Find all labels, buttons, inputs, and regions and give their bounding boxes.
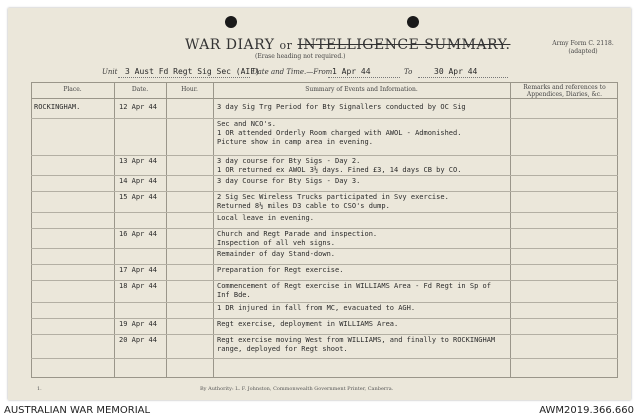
entry-date: 12 Apr 44 — [119, 103, 157, 111]
to-underline — [418, 77, 508, 78]
entry-summary-line: Church and Regt Parade and inspection. — [217, 230, 378, 238]
header-remarks: Remarks and references to Appendices, Diaries, &c. — [523, 84, 606, 98]
army-form-number: Army Form C. 2118. (adapted) — [552, 40, 614, 55]
from-underline — [328, 77, 400, 78]
punch-hole — [407, 16, 419, 28]
entry-summary-line: Local leave in evening. — [217, 214, 314, 222]
entry-date: 13 Apr 44 — [119, 157, 157, 165]
row-divider — [31, 248, 618, 249]
entry-summary-line: Remainder of day Stand-down. — [217, 250, 336, 258]
entry-summary-line: Returned 8½ miles D3 cable to CSO's dump. — [217, 202, 390, 210]
entry-summary-line: 3 day Course for Bty Sigs - Day 3. — [217, 177, 361, 185]
entry-date: 17 Apr 44 — [119, 266, 157, 274]
unit-underline — [118, 77, 250, 78]
entry-date: 20 Apr 44 — [119, 336, 157, 344]
entry-summary-line: Commencement of Regt exercise in WILLIAMS Area - Fd Regt in Sp of — [217, 282, 491, 290]
header-hour: Hour. — [181, 86, 198, 93]
header-date: Date. — [131, 86, 149, 93]
entry-summary-line: Sec and NCO's. — [217, 120, 277, 128]
entry-summary-line: 2 Sig Sec Wireless Trucks participated in Svy exercise. — [217, 193, 449, 201]
entry-place: ROCKINGHAM. — [34, 103, 81, 111]
header-divider — [31, 98, 618, 99]
row-divider — [31, 334, 618, 335]
from-date: 1 Apr 44 — [332, 67, 371, 76]
row-divider — [31, 228, 618, 229]
row-divider — [31, 302, 618, 303]
entry-date: 15 Apr 44 — [119, 193, 157, 201]
row-divider — [31, 191, 618, 192]
entry-summary-line: 1 DR injured in fall from MC, evacuated to AGH. — [217, 304, 416, 312]
header-place: Place. — [63, 86, 82, 93]
entry-summary-line: Regt exercise, deployment in WILLIAMS Area. — [217, 320, 399, 328]
entry-summary-line: 1 OR returned ex AWOL 3½ days. Fined £3, 14 days CB by CO. — [217, 166, 462, 174]
form-title: WAR DIARY or INTELLIGENCE SUMMARY. — [185, 37, 511, 53]
form-subtitle: (Erase heading not required.) — [255, 53, 346, 60]
entry-summary-line: 1 OR attended Orderly Room charged with AWOL - Admonished. — [217, 129, 462, 137]
entry-summary-line: Preparation for Regt exercise. — [217, 266, 344, 274]
unit-value: 3 Aust Fd Regt Sig Sec (AIF) — [125, 67, 260, 76]
header-summary: Summary of Events and Information. — [305, 86, 418, 93]
entry-date: 18 Apr 44 — [119, 282, 157, 290]
entry-summary-line: Regt exercise moving West from WILLIAMS, and finally to ROCKINGHAM — [217, 336, 496, 344]
printer-footer: By Authority: L. F. Johnston, Commonwealth Government Printer, Canberra. — [200, 386, 394, 392]
entry-summary-line: Picture show in camp area in evening. — [217, 138, 373, 146]
row-divider — [31, 175, 618, 176]
to-date: 30 Apr 44 — [434, 67, 478, 76]
footer-number: 1. — [37, 386, 42, 392]
entry-date: 19 Apr 44 — [119, 320, 157, 328]
entry-summary-line: range, deployed for Regt shoot. — [217, 345, 348, 353]
row-divider — [31, 264, 618, 265]
row-divider — [31, 118, 618, 119]
row-divider — [31, 318, 618, 319]
entry-date: 14 Apr 44 — [119, 177, 157, 185]
entry-summary-line: 3 day course for Bty Sigs - Day 2. — [217, 157, 361, 165]
archive-caption: AUSTRALIAN WAR MEMORIAL — [4, 405, 151, 416]
entry-summary-line: 3 day Sig Trg Period for Bty Signallers conducted by OC Sig — [217, 103, 466, 111]
row-divider — [31, 155, 618, 156]
row-divider — [31, 358, 618, 359]
row-divider — [31, 212, 618, 213]
punch-hole — [225, 16, 237, 28]
entry-summary-line: Inf Bde. — [217, 291, 251, 299]
entry-summary-line: Inspection of all veh signs. — [217, 239, 336, 247]
to-label: To — [404, 68, 413, 76]
entry-date: 16 Apr 44 — [119, 230, 157, 238]
datetime-label: Date and Time.—From — [252, 68, 333, 76]
archive-id: AWM2019.366.660 — [539, 405, 634, 416]
unit-label: Unit — [102, 68, 118, 76]
row-divider — [31, 280, 618, 281]
